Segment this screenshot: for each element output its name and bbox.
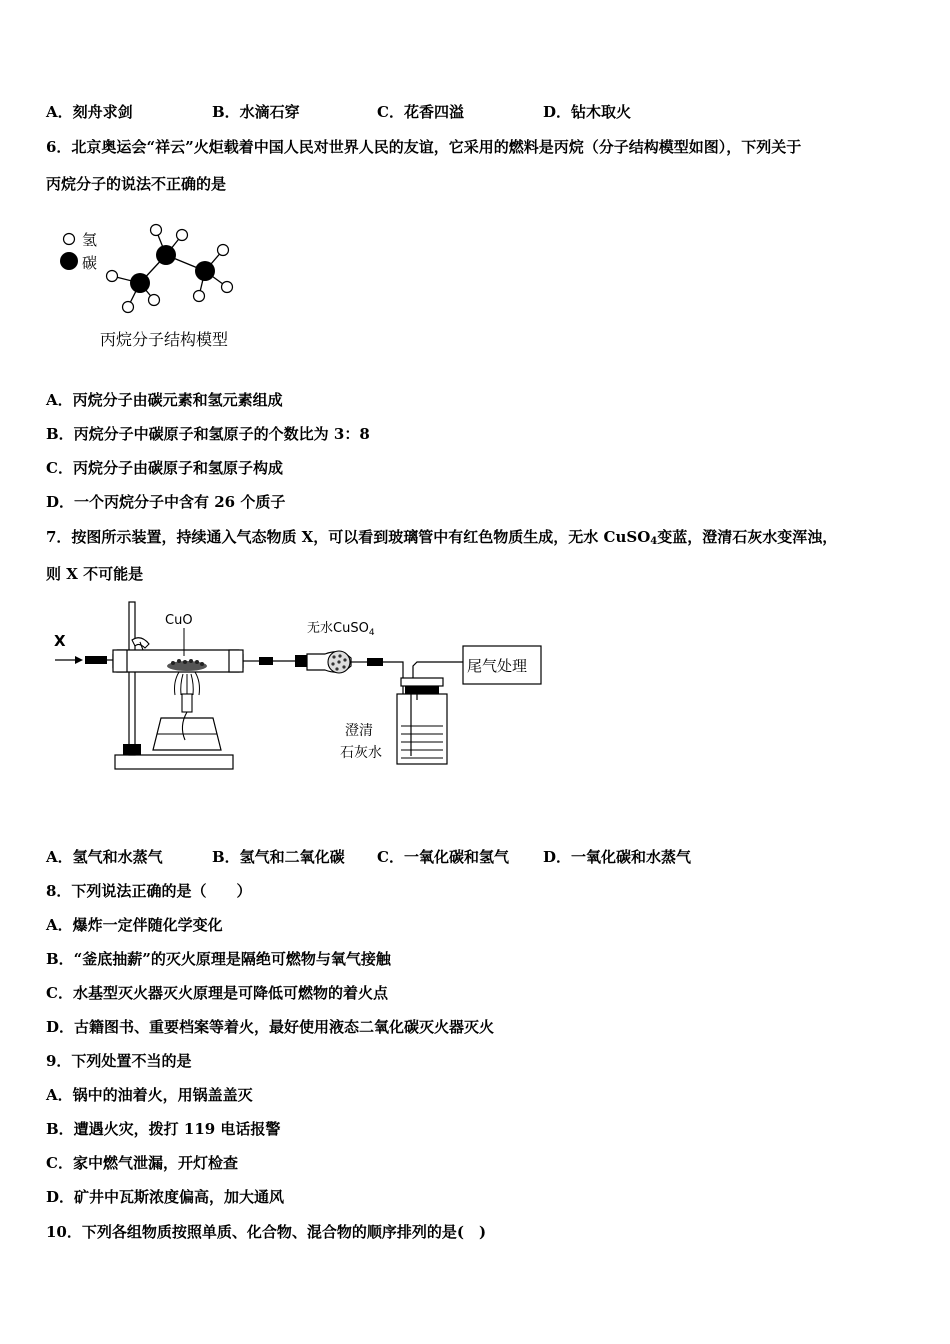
limewater-label-2: 石灰水 xyxy=(340,745,382,761)
q10-stem: 10．下列各组物质按照单质、化合物、混合物的顺序排列的是( ) xyxy=(46,1223,487,1241)
q7-option-c: C．一氧化碳和氢气 xyxy=(377,848,509,866)
q8-option-a: A．爆炸一定伴随化学变化 xyxy=(46,916,223,934)
q6-option-b: B．丙烷分子中碳原子和氢原子的个数比为 3：8 xyxy=(46,425,370,443)
limewater-bottle xyxy=(397,694,447,764)
stand-rod xyxy=(129,602,135,755)
q9-option-a: A．锅中的油着火，用锅盖盖灭 xyxy=(46,1086,253,1104)
q6-option-d: D．一个丙烷分子中含有 26 个质子 xyxy=(46,493,286,511)
q8-stem: 8．下列说法正确的是（ ） xyxy=(46,882,252,900)
q6-stem-line2: 丙烷分子的说法不正确的是 xyxy=(46,175,227,193)
q6-option-c: C．丙烷分子由碳原子和氢原子构成 xyxy=(46,459,283,477)
q5-option-b: B．水滴石穿 xyxy=(212,103,300,121)
q8-option-c: C．水基型灭火器灭火原理是可降低可燃物的着火点 xyxy=(46,984,388,1002)
legend-hydrogen-label: 氢 xyxy=(82,231,98,249)
stand-base xyxy=(115,755,233,769)
q9-option-d: D．矿井中瓦斯浓度偏高，加大通风 xyxy=(46,1188,285,1206)
apparatus-figure xyxy=(45,600,565,775)
propane-model-figure xyxy=(50,215,260,355)
q9-stem: 9．下列处置不当的是 xyxy=(46,1052,192,1070)
limewater-label-1: 澄清 xyxy=(345,723,373,739)
q5-option-c: C．花香四溢 xyxy=(377,103,464,121)
legend-hydrogen-icon xyxy=(64,234,75,245)
cuso4-label-sub: 4 xyxy=(368,628,375,638)
q7-stem-line1 xyxy=(46,527,837,552)
legend-carbon-icon xyxy=(60,252,78,270)
q8-option-d: D．古籍图书、重要档案等着火，最好使用液态二氧化碳灭火器灭火 xyxy=(46,1018,495,1036)
q7-option-d: D．一氧化碳和水蒸气 xyxy=(543,848,692,866)
legend-carbon-label: 碳 xyxy=(82,254,98,272)
flame-icon xyxy=(175,672,200,695)
q8-option-b: B．“釜底抽薪”的灭火原理是隔绝可燃物与氧气接触 xyxy=(46,950,391,968)
q5-option-d: D．钻木取火 xyxy=(543,103,632,121)
q7-stem-part2: 变蓝，澄清石灰水变浑浊， xyxy=(657,528,838,546)
x-arrowhead-icon xyxy=(75,656,83,664)
tail-gas-label: 尾气处理 xyxy=(467,657,528,675)
drying-tube-stopper xyxy=(295,655,307,667)
cuo-label: CuO xyxy=(165,613,193,628)
q7-stem-sub: 4 xyxy=(650,536,658,547)
q7-option-a: A．氢气和水蒸气 xyxy=(46,848,163,866)
x-label: X xyxy=(54,632,66,650)
q6-stem-line1: 6．北京奥运会“祥云”火炬载着中国人民对世界人民的友谊，它采用的燃料是丙烷（分子结构模型如图），下列关于 xyxy=(46,138,802,156)
cuso4-label-text: 无水CuSO xyxy=(307,621,369,636)
cuso4-label xyxy=(307,620,375,638)
q5-option-a: A．刻舟求剑 xyxy=(46,103,133,121)
q7-stem-part1: 7．按图所示装置，持续通入气态物质 X，可以看到玻璃管中有红色物质生成，无水 CuSO xyxy=(46,528,651,546)
q7-option-b: B．氢气和二氧化碳 xyxy=(212,848,345,866)
bottle-stopper xyxy=(405,686,439,694)
q9-option-c: C．家中燃气泄漏，开灯检查 xyxy=(46,1154,238,1172)
q9-option-b: B．遭遇火灾，拨打 119 电话报警 xyxy=(46,1120,281,1138)
carbon-atoms xyxy=(130,245,215,293)
q7-stem-line2: 则 X 不可能是 xyxy=(46,565,144,583)
inlet-stopper xyxy=(85,656,107,664)
q6-option-a: A．丙烷分子由碳元素和氢元素组成 xyxy=(46,391,283,409)
propane-model-caption: 丙烷分子结构模型 xyxy=(100,330,229,349)
stand-foot xyxy=(123,744,141,755)
